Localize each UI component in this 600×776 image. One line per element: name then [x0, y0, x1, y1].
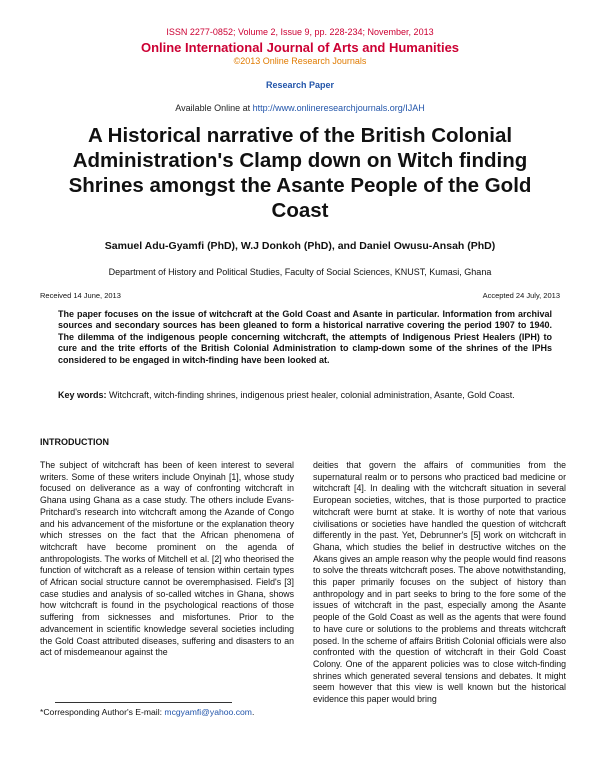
online-prefix: Available Online at	[175, 103, 253, 113]
body-left-column: The subject of witchcraft has been of keen interest to several writers. Some of these writers include Onyinah [1], whose study focused on deliverance as a way of confronting witchcraft in Ghana using Ghana as a case study. The others include Evans-Pritchard's research into witchcraft among the Azande of Congo and his advancement of the misfortune or the explanation theory which stresses on the fact that the African phenomena of witchcraft have become prominent on the agenda of anthropologists. The works of Mitchell et al. [2] who theorised the function of witchcraft as a release of tension within certain types of African social structure cannot be overemphasised. Field's [3] case studies and analysis of so-called witches in Ghana, shows how witchcraft is found in the psychological reactions of those suffering from sicknesses and misfortunes. Prior to the advancement in scientific knowledge several societies including the Gold Coast attributed diseases, suffering and disasters to an act of misdemeanour against the	[40, 460, 294, 658]
authors: Samuel Adu-Gyamfi (PhD), W.J Donkoh (PhD), and Daniel Owusu-Ansah (PhD)	[104, 240, 496, 252]
abstract: The paper focuses on the issue of witchcraft at the Gold Coast and Asante in particular. Information from archival sources and secondary sources has been gleaned to form a historical narrative covering the period 1907 to 1940. The dilemma of the indigenous people concerning witchcraft, the attempts of Indigenous Priest Healers (IPH) to cure and the trite efforts of the British Colonial Administration to clamp-down some of the shrines of the IPHs considered to be engaged in witch-finding have been looked at.	[58, 309, 552, 365]
keywords-list: Witchcraft, witch-finding shrines, indigenous priest healer, colonial administration, Asante, Gold Coast.	[106, 390, 515, 400]
research-type: Research Paper	[265, 80, 335, 90]
affiliation: Department of History and Political Studies, Faculty of Social Sciences, KNUST, Kumasi, Ghana	[108, 267, 492, 277]
issn-line: ISSN 2277-0852; Volume 2, Issue 9, pp. 228-234; November, 2013	[166, 27, 434, 37]
received-date: Received 14 June, 2013	[40, 291, 121, 300]
online-availability	[0, 103, 600, 113]
article-title: A Historical narrative of the British Colonial Administration's Clamp down on Witch finding Shrines amongst the Asante People of the Gold Coast	[68, 124, 532, 222]
author-email-link[interactable]: mcgyamfi@yahoo.com	[164, 707, 252, 717]
footnote-divider	[55, 702, 232, 703]
copyright-line: ©2013 Online Research Journals	[233, 56, 367, 66]
journal-url-link[interactable]: http://www.onlineresearchjournals.org/IJAH	[252, 103, 425, 113]
footnote-prefix: *Corresponding Author's E-mail:	[40, 707, 165, 717]
footnote	[40, 707, 254, 717]
body-right-column: deities that govern the affairs of communities from the supernatural realm or to persons who practiced bad medicine or witchcraft [4]. In dealing with the witchcraft situation in several European societies, witches, that is those purported to practice witchcraft were burnt at stake. It is worthy of note that various civilisations or societies have handled the question of witchcraft differently in the past. Yet, Debrunner's [5] work on witchcraft in Ghana, which studies the belief in destructive witches on the Akans gives an ample reason why the people would find reasons to solve the threats witchcraft poses. The above notwithstanding, this paper primarily focuses on the subject of history than anthropology and in part seeks to bring to the fore some of the issues of witchcraft in the past, especially among the Asante people of the Gold Coast as well as the agents that were found to have cure or solutions to the problems and threats witchcraft posed. In the scheme of affairs British Colonial officials were also confronted with the question of witchcraft in their Gold Coast Colony. One of the apparent policies was to close witch-finding shrines which generated several tensions and debates. It might seem however that this view is well known but the historical evidence this paper would bring	[313, 460, 566, 705]
footnote-suffix: .	[251, 707, 255, 717]
journal-name: Online International Journal of Arts and Humanities	[140, 40, 460, 55]
keywords	[58, 390, 552, 401]
section-heading-introduction: INTRODUCTION	[40, 437, 109, 447]
accepted-date: Accepted 24 July, 2013	[482, 291, 560, 300]
keywords-label: Key words:	[58, 390, 107, 400]
